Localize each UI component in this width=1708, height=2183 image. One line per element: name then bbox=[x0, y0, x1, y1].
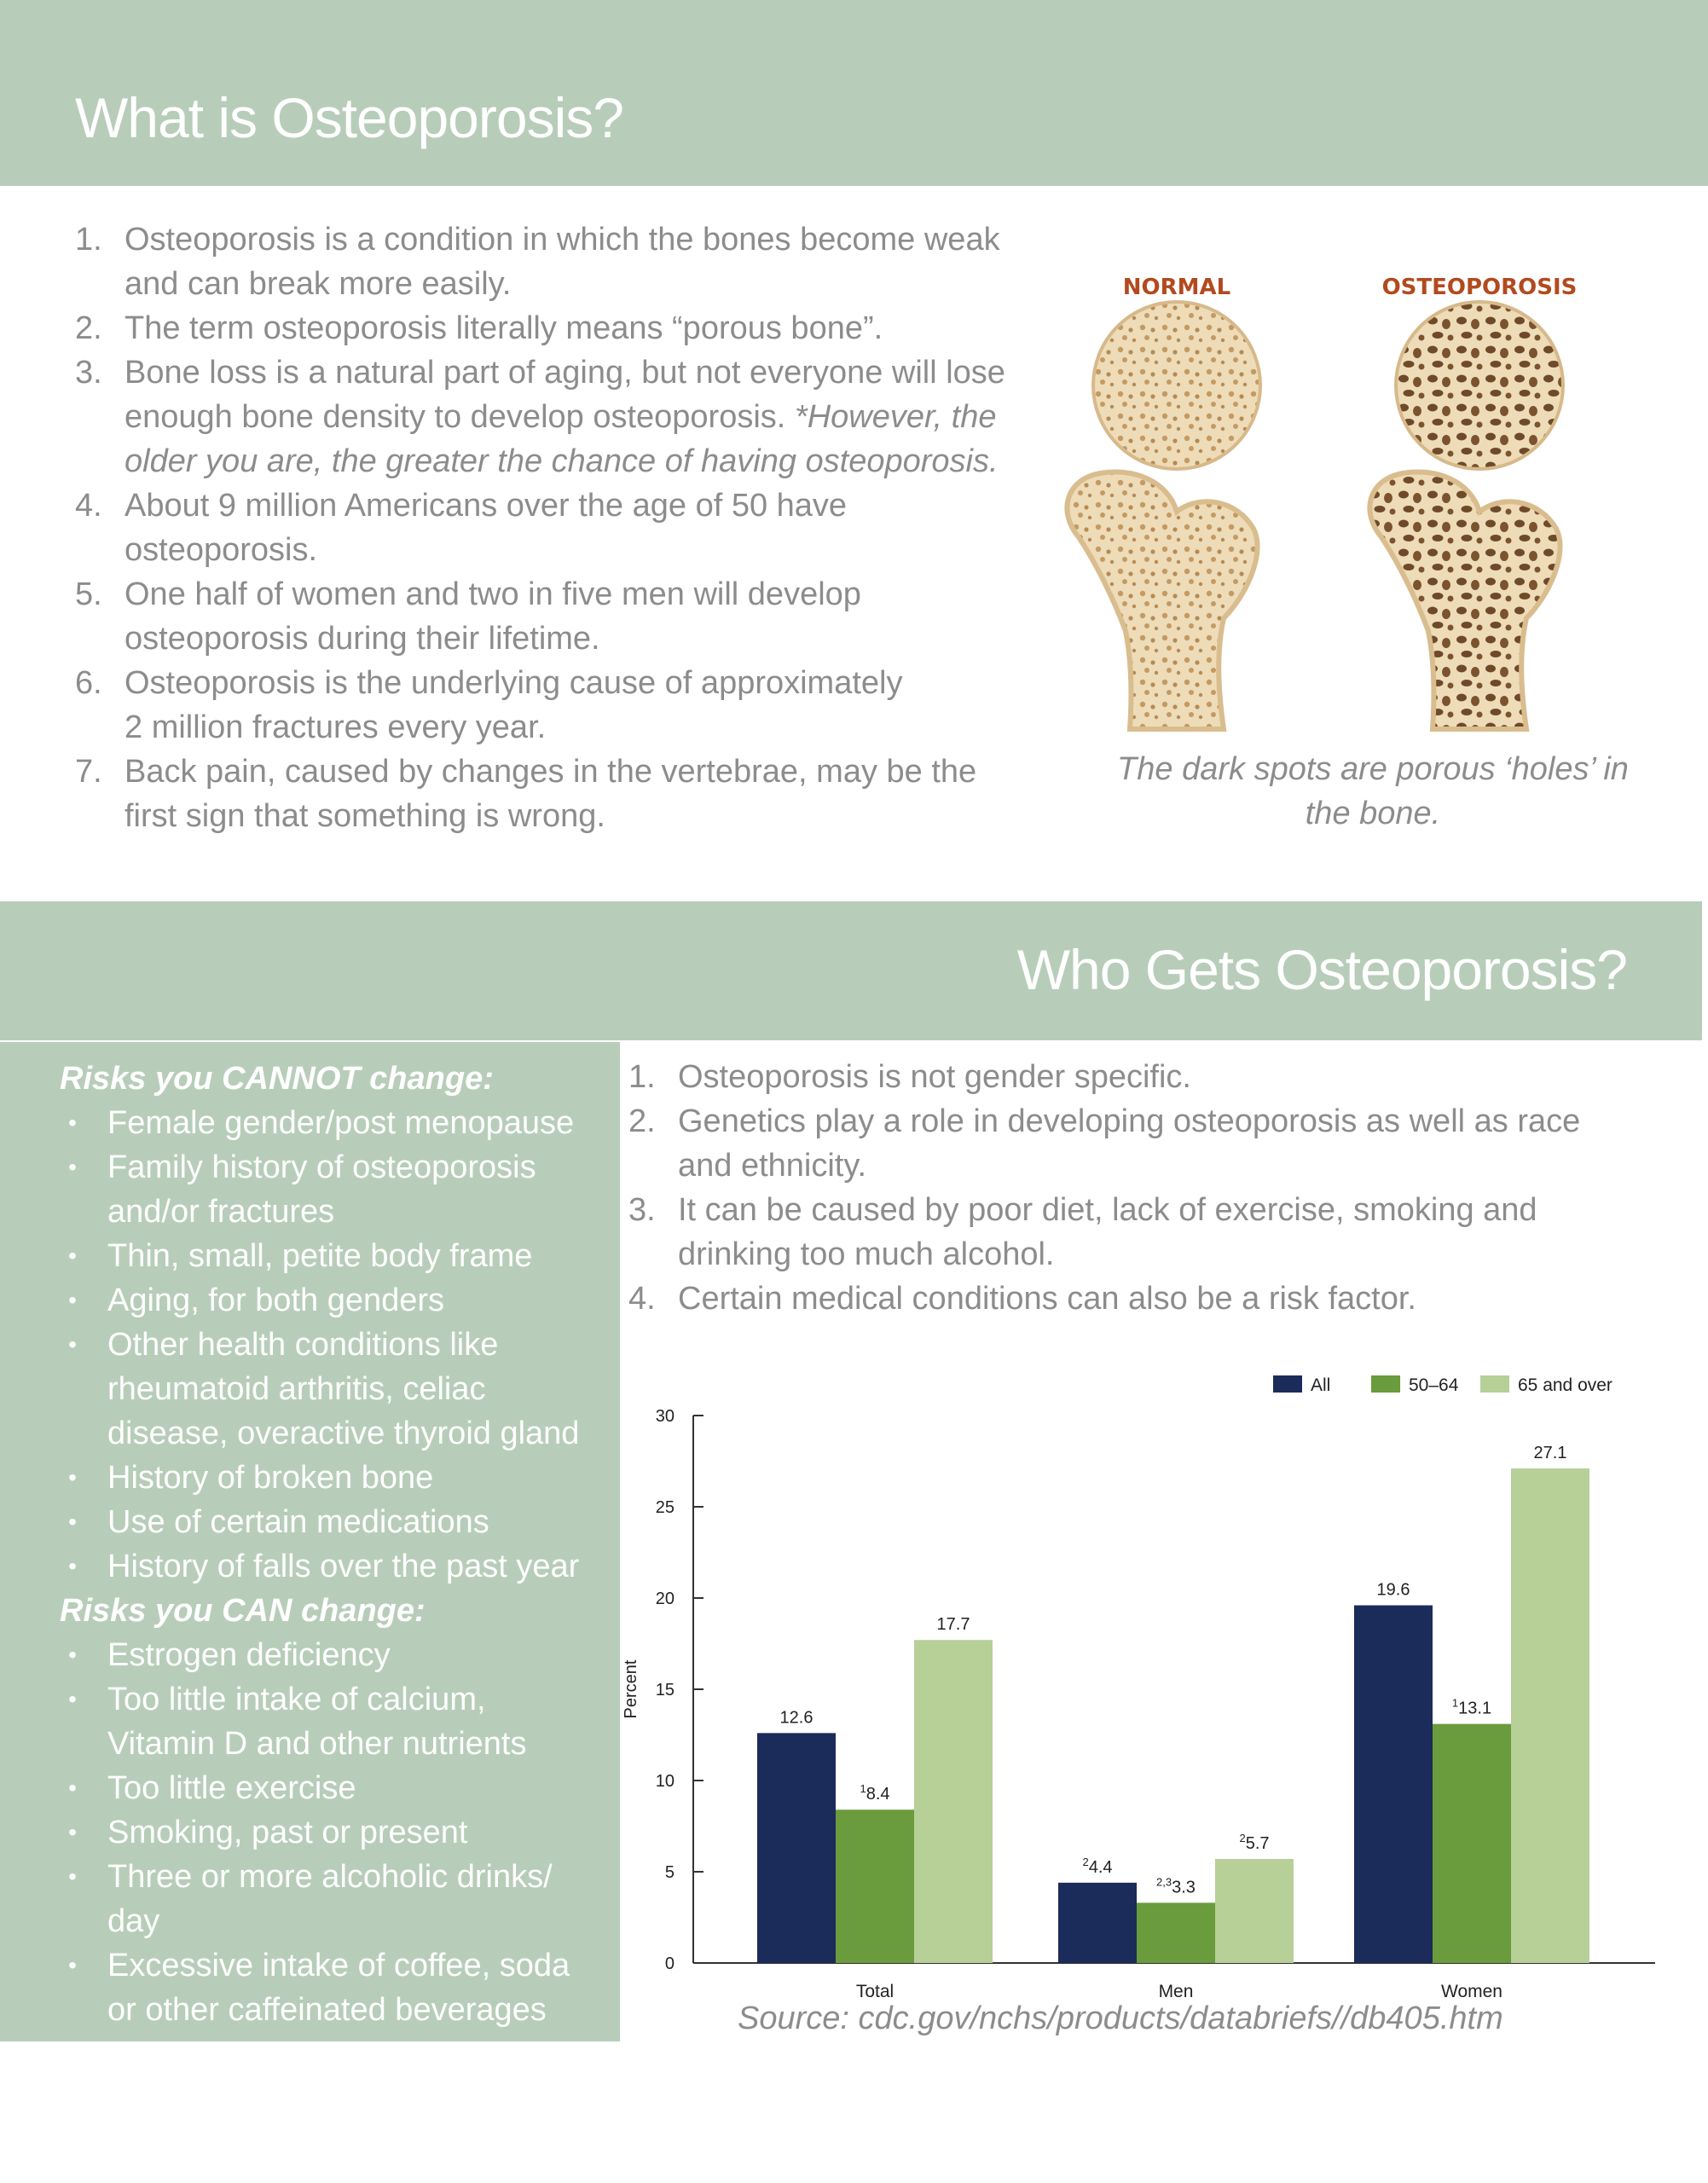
caption-line-2: the bone. bbox=[1305, 796, 1441, 831]
bullet-icon: • bbox=[68, 1553, 77, 1579]
y-tick-label: 10 bbox=[655, 1772, 675, 1791]
section1-item-text: Osteoporosis is the underlying cause of approximately bbox=[124, 665, 903, 701]
cannot-change-item-text: History of falls over the past year bbox=[107, 1549, 580, 1584]
bullet-icon: • bbox=[68, 1464, 77, 1491]
cannot-change-item-text: Other health conditions like bbox=[107, 1327, 499, 1363]
legend-swatch bbox=[1371, 1375, 1400, 1393]
y-tick-label: 20 bbox=[655, 1589, 675, 1608]
normal-femur bbox=[1067, 472, 1257, 729]
section2-item-number: 3. bbox=[628, 1192, 656, 1228]
cannot-change-item-text: History of broken bone bbox=[107, 1460, 434, 1496]
chart-source: Source: cdc.gov/nchs/products/databriefs//db405.htm bbox=[738, 2001, 1503, 2036]
bullet-icon: • bbox=[68, 1775, 77, 1801]
section1-item-number: 7. bbox=[75, 754, 102, 790]
y-tick-label: 5 bbox=[664, 1863, 675, 1882]
can-change-item-text: or other caffeinated beverages bbox=[107, 1992, 547, 2028]
bar-total-1 bbox=[836, 1810, 914, 1963]
section2-item-number: 1. bbox=[628, 1059, 656, 1095]
bullet-icon: • bbox=[68, 1819, 77, 1845]
cannot-change-item bbox=[60, 1456, 622, 1500]
section1-item-italic: *However, the bbox=[794, 399, 997, 435]
cannot-change-item bbox=[60, 1323, 622, 1456]
can-change-item-text: Too little exercise bbox=[107, 1770, 356, 1806]
section1-item-text: Osteoporosis is a condition in which the bones become weak bbox=[124, 222, 1000, 258]
can-change-heading: Risks you CAN change: bbox=[60, 1593, 426, 1629]
section1-item-text: and can break more easily. bbox=[124, 266, 512, 302]
osteoporosis-femur bbox=[1369, 472, 1560, 729]
bar-value-label: $^2$4.4 bbox=[1082, 1855, 1113, 1877]
bullet-icon: • bbox=[68, 1642, 77, 1668]
cannot-change-item-text: Thin, small, petite body frame bbox=[107, 1238, 533, 1274]
section1-item-number: 3. bbox=[75, 355, 102, 391]
can-change-item bbox=[60, 1810, 622, 1855]
section1-list bbox=[75, 217, 1081, 838]
normal-bone-crosssection bbox=[1093, 302, 1260, 469]
bullet-icon: • bbox=[68, 1863, 77, 1890]
section2-item-3 bbox=[628, 1188, 1677, 1277]
bullet-icon: • bbox=[68, 1109, 77, 1136]
bullet-icon: • bbox=[68, 1952, 77, 1978]
bullet-icon: • bbox=[68, 1287, 77, 1313]
section1-title: What is Osteoporosis? bbox=[75, 86, 623, 149]
y-tick-label: 15 bbox=[655, 1681, 675, 1699]
cannot-change-item bbox=[60, 1500, 622, 1544]
bar-men-0 bbox=[1058, 1883, 1137, 1963]
bar-men-1 bbox=[1137, 1902, 1215, 1963]
can-change-item bbox=[60, 1766, 622, 1810]
section1-header-band bbox=[0, 0, 1708, 186]
y-tick-label: 0 bbox=[664, 1954, 675, 1973]
can-change-item bbox=[60, 1855, 622, 1943]
bar-women-0 bbox=[1354, 1606, 1433, 1963]
cannot-change-list bbox=[60, 1101, 622, 1589]
legend-swatch bbox=[1480, 1375, 1509, 1393]
bar-value-label: $^1$13.1 bbox=[1451, 1696, 1492, 1718]
section2-item-text: drinking too much alcohol. bbox=[678, 1236, 1055, 1272]
cannot-change-item-text: and/or fractures bbox=[107, 1194, 335, 1230]
can-change-item-text: Three or more alcoholic drinks/ bbox=[107, 1859, 553, 1895]
bone-caption bbox=[1100, 747, 1646, 836]
bar-value-label: 27.1 bbox=[1533, 1444, 1567, 1463]
section2-header-band bbox=[0, 901, 1702, 1040]
cannot-change-item bbox=[60, 1145, 622, 1234]
section1-item-text-span: enough bone density to develop osteoporosis. bbox=[124, 399, 786, 435]
osteoporosis-prevalence-chart bbox=[622, 1347, 1699, 2001]
bullet-icon: • bbox=[68, 1331, 77, 1358]
can-change-item-text: Excessive intake of coffee, soda bbox=[107, 1948, 570, 1983]
section1-item-text: One half of women and two in five men will develop bbox=[124, 576, 861, 612]
section1-item-4 bbox=[75, 484, 1081, 572]
bar-total-0 bbox=[757, 1733, 836, 1963]
caption-line-1: The dark spots are porous ‘holes’ in bbox=[1117, 751, 1629, 787]
can-change-item bbox=[60, 1943, 622, 2032]
section1-item-number: 4. bbox=[75, 488, 102, 524]
y-tick-label: 25 bbox=[655, 1498, 675, 1517]
bullet-icon: • bbox=[68, 1508, 77, 1535]
section2-item-text: It can be caused by poor diet, lack of exercise, smoking and bbox=[678, 1192, 1537, 1228]
can-change-item-text: Vitamin D and other nutrients bbox=[107, 1726, 527, 1762]
osteoporosis-bone-crosssection bbox=[1396, 302, 1563, 469]
bar-value-label: 19.6 bbox=[1376, 1580, 1410, 1600]
bullet-icon: • bbox=[68, 1242, 77, 1269]
cannot-change-item bbox=[60, 1101, 622, 1145]
cannot-change-item-text: Family history of osteoporosis bbox=[107, 1149, 536, 1185]
y-tick-label: 30 bbox=[655, 1407, 675, 1426]
section2-item-text: and ethnicity. bbox=[678, 1148, 867, 1184]
section1-item-number: 5. bbox=[75, 576, 102, 612]
can-change-item-text: Estrogen deficiency bbox=[107, 1637, 391, 1673]
cannot-change-item bbox=[60, 1234, 622, 1278]
cannot-change-heading: Risks you CANNOT change: bbox=[60, 1061, 494, 1097]
section1-item-text: The term osteoporosis literally means “porous bone”. bbox=[124, 310, 883, 346]
can-change-item bbox=[60, 1633, 622, 1677]
section1-item-text: Bone loss is a natural part of aging, but not everyone will lose bbox=[124, 355, 1005, 391]
section1-item-text: first sign that something is wrong. bbox=[124, 798, 605, 834]
legend-label: All bbox=[1311, 1375, 1331, 1395]
section2-item-number: 4. bbox=[628, 1281, 656, 1317]
bar-value-label: 12.6 bbox=[779, 1708, 813, 1728]
section1-item-text: osteoporosis during their lifetime. bbox=[124, 621, 600, 657]
bar-value-label: $^{2,3}$3.3 bbox=[1156, 1875, 1196, 1897]
bar-total-2 bbox=[914, 1640, 993, 1963]
x-category-label: Women bbox=[1441, 1982, 1502, 2001]
cannot-change-item-text: rheumatoid arthritis, celiac bbox=[107, 1371, 486, 1407]
bar-women-1 bbox=[1433, 1724, 1511, 1963]
cannot-change-item-text: disease, overactive thyroid gland bbox=[107, 1416, 580, 1451]
cannot-change-item bbox=[60, 1278, 622, 1323]
section2-item-text: Osteoporosis is not gender specific. bbox=[678, 1059, 1191, 1095]
cannot-change-item-text: Use of certain medications bbox=[107, 1504, 489, 1540]
x-category-label: Total bbox=[855, 1982, 895, 2001]
x-category-label: Men bbox=[1158, 1982, 1194, 2001]
bone-comparison-illustration bbox=[1049, 256, 1646, 785]
section1-item-2 bbox=[75, 306, 1081, 350]
section2-item-2 bbox=[628, 1099, 1677, 1188]
bar-women-2 bbox=[1511, 1468, 1589, 1963]
bullet-icon: • bbox=[68, 1154, 77, 1180]
section2-item-text: Genetics play a role in developing osteoporosis as well as race bbox=[678, 1103, 1581, 1139]
cannot-change-item bbox=[60, 1544, 622, 1589]
section1-item-text: About 9 million Americans over the age of 50 have bbox=[124, 488, 848, 524]
section1-item-text: 2 million fractures every year. bbox=[124, 709, 547, 745]
section1-item-text: osteoporosis. bbox=[124, 532, 318, 568]
section2-item-4 bbox=[628, 1277, 1677, 1321]
section1-item-7 bbox=[75, 750, 1081, 838]
can-change-list bbox=[60, 1633, 622, 2032]
section1-item-number: 1. bbox=[75, 222, 102, 258]
y-axis-label: Percent bbox=[622, 1659, 640, 1719]
section1-item-number: 2. bbox=[75, 310, 102, 346]
osteoporosis-label: OSTEOPOROSIS bbox=[1381, 275, 1578, 300]
section1-item-5 bbox=[75, 572, 1081, 661]
section1-item-1 bbox=[75, 217, 1081, 306]
legend-label: 50–64 bbox=[1409, 1375, 1459, 1395]
section2-item-number: 2. bbox=[628, 1103, 656, 1139]
legend-label: 65 and over bbox=[1518, 1375, 1612, 1395]
section1-item-text bbox=[124, 395, 1081, 439]
section1-item-3 bbox=[75, 350, 1081, 484]
risk-factors-panel bbox=[0, 1042, 620, 2041]
can-change-item-text: day bbox=[107, 1903, 160, 1939]
section1-item-italic: older you are, the greater the chance of having osteoporosis. bbox=[124, 443, 999, 479]
section2-title: Who Gets Osteoporosis? bbox=[1016, 938, 1627, 1001]
section2-list bbox=[628, 1055, 1677, 1321]
section1-item-text: Back pain, caused by changes in the vertebrae, may be the bbox=[124, 754, 977, 790]
normal-label: NORMAL bbox=[1122, 275, 1231, 300]
cannot-change-item-text: Female gender/post menopause bbox=[107, 1105, 575, 1141]
section2-item-text: Certain medical conditions can also be a risk factor. bbox=[678, 1281, 1416, 1317]
bar-value-label: $^2$5.7 bbox=[1239, 1832, 1270, 1854]
can-change-item-text: Smoking, past or present bbox=[107, 1815, 468, 1850]
section2-item-1 bbox=[628, 1055, 1677, 1099]
legend-swatch bbox=[1273, 1375, 1302, 1393]
bullet-icon: • bbox=[68, 1686, 77, 1712]
section1-item-6 bbox=[75, 661, 1081, 750]
bar-men-2 bbox=[1215, 1859, 1294, 1963]
cannot-change-item-text: Aging, for both genders bbox=[107, 1283, 445, 1318]
bar-value-label: $^1$8.4 bbox=[860, 1782, 890, 1804]
bar-value-label: 17.7 bbox=[936, 1615, 970, 1635]
section1-item-number: 6. bbox=[75, 665, 102, 701]
can-change-item-text: Too little intake of calcium, bbox=[107, 1682, 486, 1717]
can-change-item bbox=[60, 1677, 622, 1766]
